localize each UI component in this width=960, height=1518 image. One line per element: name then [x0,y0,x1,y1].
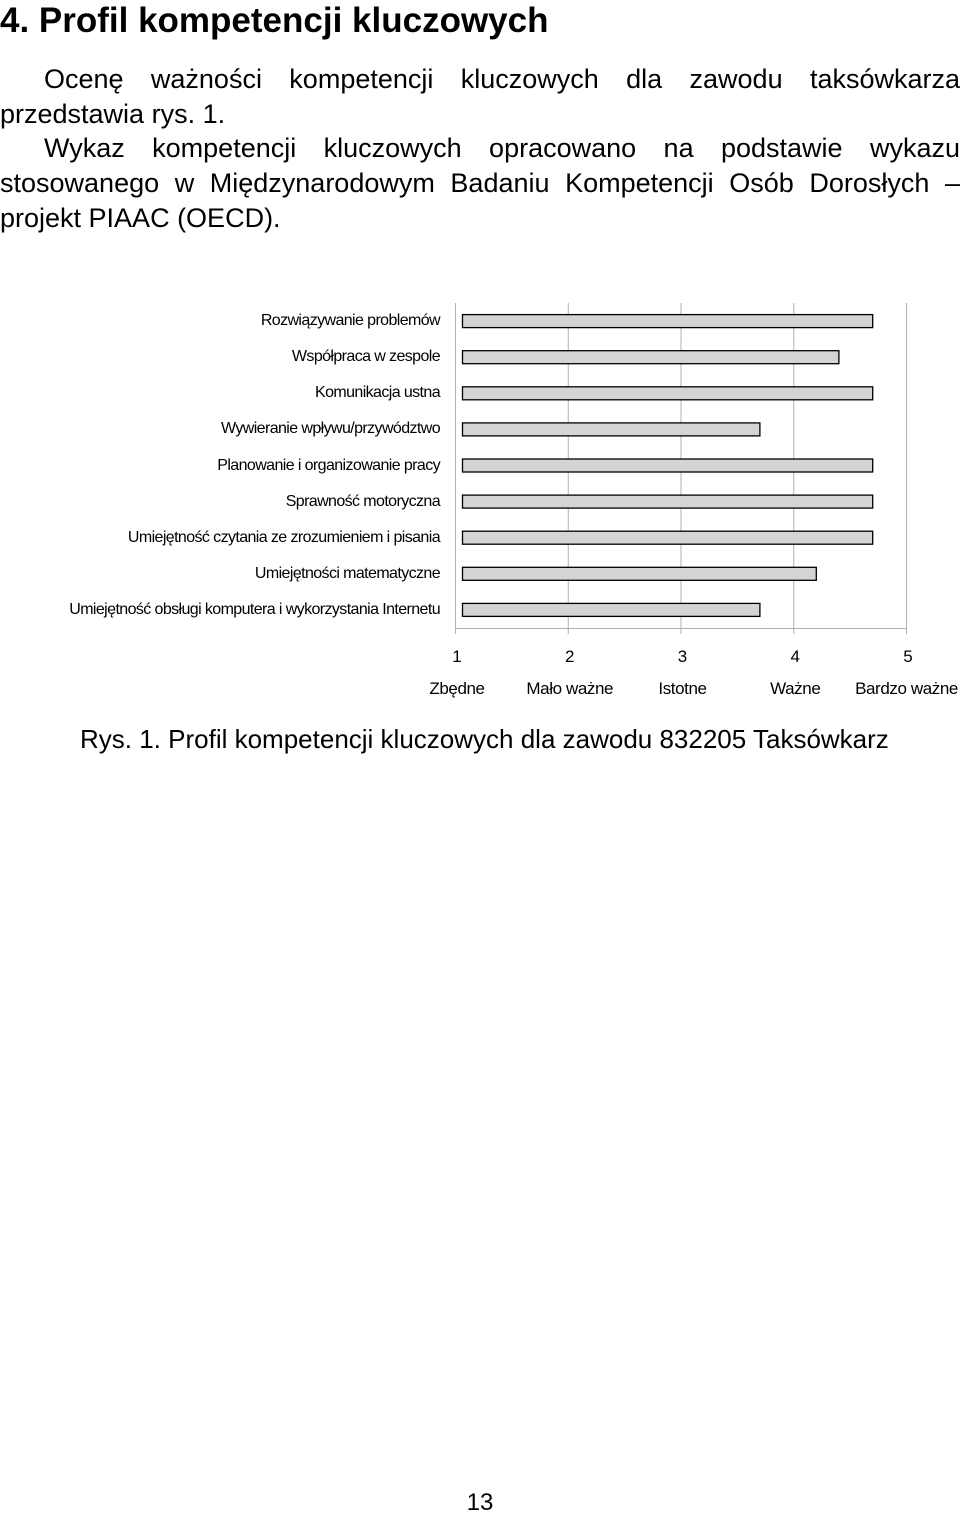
bar [463,315,873,328]
page-number: 13 [466,1489,494,1516]
category-label: Umiejętność czytania ze zrozumieniem i pisania [127,528,440,546]
intro-paragraph: Ocenę ważności kompetencji kluczowych dla zawodu taksówkarza przedstawia rys. 1. [0,64,960,129]
category-label: Umiejętności matematyczne [254,564,440,582]
bar [463,603,760,616]
bar [463,567,817,580]
category-label: Współpraca w zespole [291,348,440,366]
category-label: Planowanie i organizowanie pracy [217,456,440,474]
rating-label: Mało ważne [526,679,614,698]
category-label: Rozwiązywanie problemów [260,312,440,330]
category-label: Umiejętność obsługi komputera i wykorzystania Internetu [69,600,440,618]
bar [463,351,839,364]
rating-label: Istotne [658,679,707,698]
figure-caption: Rys. 1. Profil kompetencji kluczowych dla zawodu 832205 Taksówkarz [80,724,889,754]
category-label: Komunikacja ustna [315,384,440,402]
x-tick-label: 3 [677,647,688,666]
rating-label: Zbędne [429,679,485,698]
x-tick-label: 4 [790,647,800,666]
category-label: Sprawność motoryczna [285,492,440,510]
x-tick-label: 2 [565,647,575,666]
source-paragraph: Wykaz kompetencji kluczowych opracowano na podstawie wykazu stosowanego w Międzynarodowym Badaniu Kompetencji Osób Dorosłych – projekt PIAAC (OECD). [0,133,960,233]
bar [463,459,873,472]
bar [463,531,873,544]
section-heading: 4. Profil kompetencji kluczowych [0,1,549,40]
x-tick-label: 1 [452,647,462,666]
bar [463,495,873,508]
category-label: Wywieranie wpływu/przywództwo [221,420,440,438]
rating-label: Bardzo ważne [855,679,958,698]
bar [463,387,873,400]
bar [463,423,760,436]
rating-label: Ważne [770,679,821,698]
chart-plot-area [0,290,960,650]
x-tick-label: 5 [903,647,913,666]
